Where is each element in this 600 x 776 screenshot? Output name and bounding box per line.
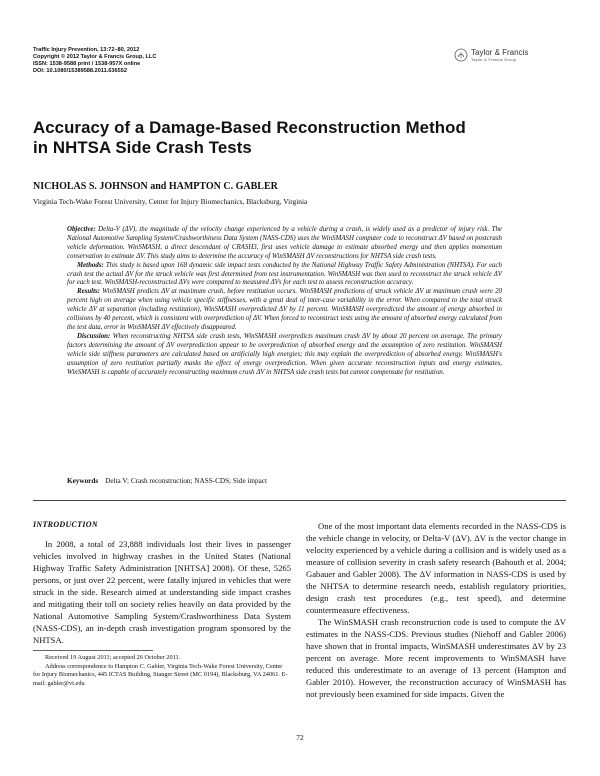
publisher-logo — [454, 48, 528, 62]
abstract-results — [67, 288, 502, 333]
body-paragraph: One of the most important data elements recorded in the NASS-CDS is the vehicle change in velocity, or Delta-V (ΔV). ΔV is the vector change in velocity experienced by a vehicle during a collision and is widely used as a measure of collision severity in crash safety research (Bahouth et al. 2004; Gabauer and Gabler 2008). The ΔV information in NASS-CDS is used by the NHTSA to determine research needs, establish regulatory priorities, design crash test procedures (e.g., test speed), and determine countermeasure effectiveness. — [306, 521, 566, 615]
paper-title-line: in NHTSA Side Crash Tests — [33, 138, 252, 157]
abstract — [67, 226, 502, 377]
keywords — [67, 477, 267, 485]
publisher-name: Taylor & Francis — [471, 48, 529, 57]
abstract-discussion — [67, 333, 502, 378]
publisher-emblem-icon — [454, 48, 468, 62]
paper-title — [33, 118, 553, 158]
abstract-methods-label: Methods: — [77, 261, 104, 269]
author-list: NICHOLAS S. JOHNSON and HAMPTON C. GABLER — [33, 181, 278, 192]
footnote-divider — [33, 650, 153, 651]
body-column-right — [306, 520, 566, 700]
footnote-received: Received 19 August 2011; accepted 26 October 2011. — [45, 654, 181, 661]
doi-line: DOI: 10.1080/15389588.2011.636552 — [33, 68, 127, 74]
keywords-label: Keywords — [67, 477, 99, 485]
footnote — [33, 654, 291, 688]
issn-line: ISSN: 1538-9588 print / 1538-957X online — [33, 61, 141, 67]
abstract-objective — [67, 226, 502, 262]
page-number: 72 — [296, 733, 304, 742]
journal-citation-line: Traffic Injury Prevention, 13:72–80, 2012 — [33, 47, 140, 53]
introduction-heading: INTRODUCTION — [33, 520, 98, 529]
body-paragraph: In 2008, a total of 23,888 individuals lost their lives in passenger vehicles involved in highway crashes in the United States (National Highway Traffic Safety Administration [NHTSA] 2008). Of these, 5265 persons, or just over 22 percent, were fatally injured in vehicles that were struck in the side. Research aimed at understanding side impact crashes and mitigating their toll on society relies heavily on data provided by the National Automotive Sampling System/Crashworthiness Data System (NASS-CDS), an in-depth crash investigation program sponsored by the NHTSA. — [33, 539, 291, 645]
footnote-correspondence: Address correspondence to Hampton C. Gabler, Virginia Tech-Wake Forest University, Center for Injury Biomechanics, 445 ICTAS Building, Stanger Street (MC 0194), Blacksburg, VA 24061. E-mail: gabler@vt.edu — [33, 662, 288, 687]
author-affiliation: Virginia Tech-Wake Forest University, Center for Injury Biomechanics, Blacksburg, Virginia — [33, 197, 308, 206]
abstract-results-text: WinSMASH predicts ΔV at maximum crush, before restitution occurs. WinSMASH predictions of struck vehicle ΔV at maximum crush were 20 percent high on average when using vehicle specific stiffnesses, with a great deal of inter-case variability in the error. When compared to the total struck vehicle ΔV at separation (including restitution), WinSMASH overpredicted ΔV by 11 percent. WinSMASH overpredicted the amount of energy absorbed in collisions by 40 percent, which is consistent with overprediction of ΔV. When forced to reconstruct tests using the amount of absorbed energy calculated from the test data, error in WinSMASH ΔV effectively disappeared. — [67, 288, 502, 331]
keywords-text: Delta V; Crash reconstruction; NASS-CDS; Side impact — [105, 477, 267, 485]
body-paragraph: The WinSMASH crash reconstruction code is used to compute the ΔV estimates in the NASS-CDS. Previous studies (Niehoff and Gabler 2006) have shown that in frontal impacts, WinSMASH underestimates ΔV by 23 percent on average. More recent improvements to WinSMASH have reduced this underestimate to an average of 13 percent (Hampton and Gabler 2010). However, the reconstruction accuracy of WinSMASH has not previously been examined for side impacts. Given the — [306, 617, 566, 699]
abstract-discussion-text: When reconstructing NHTSA side crash tests, WinSMASH overpredicts maximum crush ΔV by about 20 percent on average. The primary factors determining the amount of ΔV overprediction appear to be overprediction of absorbed energy and the assumption of zero restitution. WinSMASH vehicle side stiffness parameters are calculated based on artificially high energies; this may explain the overprediction of absorbed energy. WinSMASH's assumption of zero restitution partially masks the effect of energy overprediction. When given accurate reconstruction inputs and energy estimates, WinSMASH is capable of accurately reconstructing maximum crush ΔV in NHTSA side crash tests but cannot compensate for restitution. — [67, 332, 502, 376]
abstract-results-label: Results: — [77, 288, 100, 296]
section-divider — [33, 500, 566, 501]
paper-title-line: Accuracy of a Damage-Based Reconstruction Method — [33, 118, 466, 137]
abstract-methods-text: This study is based upon 168 dynamic side impact tests conducted by the National Highway Traffic Safety Administration (NHTSA). For each crash test the actual ΔV for the struck vehicle was first determined from test instrumentation. WinSMASH was then used to reconstruct the struck vehicle ΔV for each test. WinSMASH-reconstructed ΔVs were compared to measured ΔVs for each test to assess reconstruction accuracy. — [67, 261, 502, 287]
abstract-objective-label: Objective: — [67, 226, 96, 233]
copyright-line: Copyright © 2012 Taylor & Francis Group, LLC — [33, 54, 157, 60]
journal-citation — [33, 47, 156, 75]
body-column-left — [33, 538, 291, 646]
abstract-methods — [67, 262, 502, 289]
abstract-discussion-label: Discussion: — [77, 332, 111, 340]
publisher-subtitle: Taylor & Francis Group — [471, 57, 517, 62]
abstract-objective-text: Delta-V (ΔV), the magnitude of the velocity change experienced by a vehicle during a crash, is widely used as a predictor of injury risk. The National Automotive Sampling System/Crashworthiness Data System (NASS-CDS) uses the WinSMASH computer code to reconstruct ΔV based on postcrash vehicle deformation. WinSMASH, a direct descendant of CRASH3, first uses vehicle damage to estimate absorbed energy and then applies momentum conservation to estimate ΔV. This study aims to determine the accuracy of WinSMASH ΔV reconstructions for NHTSA side crash tests. — [67, 226, 502, 260]
